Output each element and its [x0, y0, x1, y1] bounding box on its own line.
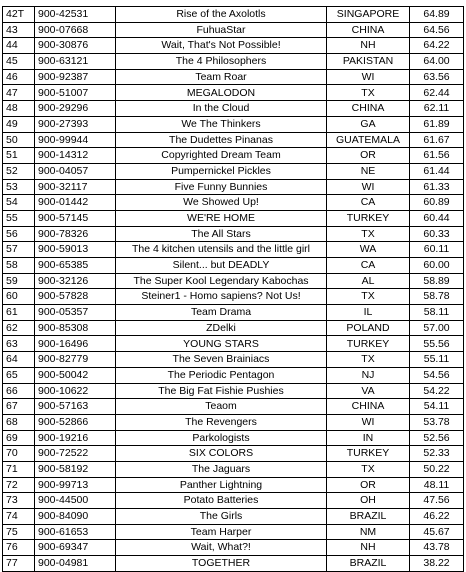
team-id-cell: 900-57828	[35, 289, 116, 305]
score-cell: 58.78	[410, 289, 464, 305]
rank-cell: 69	[3, 430, 35, 446]
team-name-cell: The Dudettes Pinanas	[116, 132, 327, 148]
table-row	[3, 305, 464, 321]
table-row	[3, 320, 464, 336]
team-name-cell: Team Drama	[116, 305, 327, 321]
team-id-cell: 900-99944	[35, 132, 116, 148]
rank-cell: 74	[3, 509, 35, 525]
location-cell: GUATEMALA	[327, 132, 410, 148]
location-cell: NH	[327, 540, 410, 556]
rank-cell: 52	[3, 163, 35, 179]
team-id-cell: 900-01442	[35, 195, 116, 211]
team-name-cell: The 4 kitchen utensils and the little girl	[116, 242, 327, 258]
score-cell: 52.56	[410, 430, 464, 446]
table-row	[3, 22, 464, 38]
rank-cell: 72	[3, 477, 35, 493]
location-cell: OH	[327, 493, 410, 509]
table-row	[3, 258, 464, 274]
rank-cell: 44	[3, 38, 35, 54]
team-id-cell: 900-16496	[35, 336, 116, 352]
rank-cell: 42T	[3, 7, 35, 23]
location-cell: CA	[327, 195, 410, 211]
team-id-cell: 900-50042	[35, 367, 116, 383]
table-row	[3, 38, 464, 54]
score-cell: 55.11	[410, 352, 464, 368]
score-cell: 61.56	[410, 148, 464, 164]
team-name-cell: We Showed Up!	[116, 195, 327, 211]
team-id-cell: 900-04981	[35, 556, 116, 572]
score-cell: 60.33	[410, 226, 464, 242]
team-name-cell: Silent... but DEADLY	[116, 258, 327, 274]
team-name-cell: Wait, That's Not Possible!	[116, 38, 327, 54]
location-cell: WI	[327, 179, 410, 195]
score-cell: 60.11	[410, 242, 464, 258]
location-cell: CHINA	[327, 101, 410, 117]
location-cell: GA	[327, 116, 410, 132]
team-id-cell: 900-29296	[35, 101, 116, 117]
score-cell: 53.78	[410, 414, 464, 430]
table-row	[3, 273, 464, 289]
location-cell: NH	[327, 38, 410, 54]
rank-cell: 46	[3, 69, 35, 85]
table-row	[3, 414, 464, 430]
location-cell: BRAZIL	[327, 509, 410, 525]
table-row	[3, 85, 464, 101]
team-name-cell: The Super Kool Legendary Kabochas	[116, 273, 327, 289]
location-cell: TX	[327, 461, 410, 477]
table-row	[3, 336, 464, 352]
score-cell: 60.89	[410, 195, 464, 211]
location-cell: BRAZIL	[327, 556, 410, 572]
score-cell: 50.22	[410, 461, 464, 477]
team-name-cell: Panther Lightning	[116, 477, 327, 493]
table-row	[3, 461, 464, 477]
rank-cell: 62	[3, 320, 35, 336]
team-name-cell: The Revengers	[116, 414, 327, 430]
location-cell: TX	[327, 85, 410, 101]
team-id-cell: 900-61653	[35, 524, 116, 540]
score-cell: 61.33	[410, 179, 464, 195]
table-row	[3, 210, 464, 226]
team-id-cell: 900-99713	[35, 477, 116, 493]
team-id-cell: 900-63121	[35, 54, 116, 70]
team-id-cell: 900-32117	[35, 179, 116, 195]
team-name-cell: Team Roar	[116, 69, 327, 85]
score-cell: 38.22	[410, 556, 464, 572]
location-cell: WI	[327, 69, 410, 85]
rank-cell: 58	[3, 258, 35, 274]
team-name-cell: Potato Batteries	[116, 493, 327, 509]
rank-cell: 57	[3, 242, 35, 258]
team-id-cell: 900-78326	[35, 226, 116, 242]
location-cell: NE	[327, 163, 410, 179]
team-id-cell: 900-57163	[35, 399, 116, 415]
table-row	[3, 446, 464, 462]
team-name-cell: YOUNG STARS	[116, 336, 327, 352]
team-id-cell: 900-27393	[35, 116, 116, 132]
rank-cell: 45	[3, 54, 35, 70]
location-cell: PAKISTAN	[327, 54, 410, 70]
team-id-cell: 900-30876	[35, 38, 116, 54]
rank-cell: 56	[3, 226, 35, 242]
rank-cell: 75	[3, 524, 35, 540]
team-name-cell: We The Thinkers	[116, 116, 327, 132]
team-id-cell: 900-65385	[35, 258, 116, 274]
location-cell: TURKEY	[327, 336, 410, 352]
score-cell: 55.56	[410, 336, 464, 352]
rank-cell: 67	[3, 399, 35, 415]
rank-cell: 54	[3, 195, 35, 211]
team-id-cell: 900-51007	[35, 85, 116, 101]
location-cell: NM	[327, 524, 410, 540]
table-row	[3, 399, 464, 415]
rank-cell: 71	[3, 461, 35, 477]
rank-cell: 55	[3, 210, 35, 226]
team-id-cell: 900-72522	[35, 446, 116, 462]
score-cell: 64.22	[410, 38, 464, 54]
team-id-cell: 900-44500	[35, 493, 116, 509]
team-name-cell: Parkologists	[116, 430, 327, 446]
location-cell: OR	[327, 148, 410, 164]
location-cell: OR	[327, 477, 410, 493]
score-cell: 61.44	[410, 163, 464, 179]
rank-cell: 60	[3, 289, 35, 305]
results-table-body	[3, 7, 464, 572]
location-cell: IN	[327, 430, 410, 446]
rank-cell: 68	[3, 414, 35, 430]
table-row	[3, 352, 464, 368]
team-id-cell: 900-14312	[35, 148, 116, 164]
table-row	[3, 493, 464, 509]
team-id-cell: 900-07668	[35, 22, 116, 38]
team-id-cell: 900-69347	[35, 540, 116, 556]
rank-cell: 53	[3, 179, 35, 195]
location-cell: SINGAPORE	[327, 7, 410, 23]
team-id-cell: 900-58192	[35, 461, 116, 477]
rank-cell: 49	[3, 116, 35, 132]
table-row	[3, 383, 464, 399]
team-id-cell: 900-57145	[35, 210, 116, 226]
table-row	[3, 116, 464, 132]
table-row	[3, 556, 464, 572]
team-name-cell: The 4 Philosophers	[116, 54, 327, 70]
table-row	[3, 195, 464, 211]
team-id-cell: 900-10622	[35, 383, 116, 399]
rank-cell: 59	[3, 273, 35, 289]
table-row	[3, 132, 464, 148]
table-row	[3, 69, 464, 85]
location-cell: WA	[327, 242, 410, 258]
team-id-cell: 900-32126	[35, 273, 116, 289]
location-cell: WI	[327, 414, 410, 430]
score-cell: 60.00	[410, 258, 464, 274]
score-cell: 47.56	[410, 493, 464, 509]
table-row	[3, 477, 464, 493]
team-id-cell: 900-84090	[35, 509, 116, 525]
score-cell: 45.67	[410, 524, 464, 540]
team-name-cell: ZDelki	[116, 320, 327, 336]
location-cell: POLAND	[327, 320, 410, 336]
score-cell: 54.22	[410, 383, 464, 399]
table-row	[3, 179, 464, 195]
rank-cell: 73	[3, 493, 35, 509]
rank-cell: 47	[3, 85, 35, 101]
table-row	[3, 242, 464, 258]
rank-cell: 51	[3, 148, 35, 164]
team-id-cell: 900-52866	[35, 414, 116, 430]
score-cell: 60.44	[410, 210, 464, 226]
rank-cell: 77	[3, 556, 35, 572]
location-cell: TURKEY	[327, 210, 410, 226]
table-row	[3, 289, 464, 305]
table-row	[3, 101, 464, 117]
rank-cell: 66	[3, 383, 35, 399]
location-cell: TURKEY	[327, 446, 410, 462]
location-cell: TX	[327, 352, 410, 368]
table-row	[3, 7, 464, 23]
table-row	[3, 163, 464, 179]
team-id-cell: 900-42531	[35, 7, 116, 23]
team-id-cell: 900-82779	[35, 352, 116, 368]
score-cell: 46.22	[410, 509, 464, 525]
team-id-cell: 900-85308	[35, 320, 116, 336]
team-id-cell: 900-59013	[35, 242, 116, 258]
location-cell: TX	[327, 226, 410, 242]
rank-cell: 61	[3, 305, 35, 321]
team-name-cell: WE'RE HOME	[116, 210, 327, 226]
score-cell: 58.89	[410, 273, 464, 289]
team-name-cell: Steiner1 - Homo sapiens? Not Us!	[116, 289, 327, 305]
location-cell: CHINA	[327, 399, 410, 415]
rank-cell: 48	[3, 101, 35, 117]
table-row	[3, 148, 464, 164]
score-cell: 64.00	[410, 54, 464, 70]
team-name-cell: The Jaguars	[116, 461, 327, 477]
score-cell: 43.78	[410, 540, 464, 556]
rank-cell: 65	[3, 367, 35, 383]
score-cell: 52.33	[410, 446, 464, 462]
team-id-cell: 900-92387	[35, 69, 116, 85]
team-name-cell: FuhuaStar	[116, 22, 327, 38]
team-name-cell: The Periodic Pentagon	[116, 367, 327, 383]
location-cell: CHINA	[327, 22, 410, 38]
score-cell: 54.11	[410, 399, 464, 415]
rank-cell: 64	[3, 352, 35, 368]
rank-cell: 50	[3, 132, 35, 148]
team-name-cell: SIX COLORS	[116, 446, 327, 462]
rank-cell: 43	[3, 22, 35, 38]
team-id-cell: 900-05357	[35, 305, 116, 321]
score-cell: 58.11	[410, 305, 464, 321]
location-cell: TX	[327, 289, 410, 305]
team-name-cell: Teaom	[116, 399, 327, 415]
team-name-cell: The Big Fat Fishie Pushies	[116, 383, 327, 399]
table-row	[3, 509, 464, 525]
team-name-cell: The Girls	[116, 509, 327, 525]
location-cell: CA	[327, 258, 410, 274]
team-name-cell: TOGETHER	[116, 556, 327, 572]
team-name-cell: Wait, What?!	[116, 540, 327, 556]
team-name-cell: Pumpernickel Pickles	[116, 163, 327, 179]
team-name-cell: MEGALODON	[116, 85, 327, 101]
location-cell: NJ	[327, 367, 410, 383]
rank-cell: 70	[3, 446, 35, 462]
score-cell: 57.00	[410, 320, 464, 336]
table-row	[3, 540, 464, 556]
score-cell: 63.56	[410, 69, 464, 85]
score-cell: 62.44	[410, 85, 464, 101]
rank-cell: 76	[3, 540, 35, 556]
team-name-cell: The All Stars	[116, 226, 327, 242]
team-name-cell: Five Funny Bunnies	[116, 179, 327, 195]
team-name-cell: The Seven Brainiacs	[116, 352, 327, 368]
table-row	[3, 524, 464, 540]
score-cell: 64.56	[410, 22, 464, 38]
table-row	[3, 430, 464, 446]
team-id-cell: 900-19216	[35, 430, 116, 446]
location-cell: AL	[327, 273, 410, 289]
team-id-cell: 900-04057	[35, 163, 116, 179]
score-cell: 62.11	[410, 101, 464, 117]
team-name-cell: Rise of the Axolotls	[116, 7, 327, 23]
score-cell: 61.67	[410, 132, 464, 148]
table-row	[3, 367, 464, 383]
team-name-cell: Team Harper	[116, 524, 327, 540]
team-name-cell: In the Cloud	[116, 101, 327, 117]
score-cell: 48.11	[410, 477, 464, 493]
location-cell: IL	[327, 305, 410, 321]
score-cell: 54.56	[410, 367, 464, 383]
table-row	[3, 226, 464, 242]
team-name-cell: Copyrighted Dream Team	[116, 148, 327, 164]
score-cell: 61.89	[410, 116, 464, 132]
table-row	[3, 54, 464, 70]
results-table	[2, 6, 464, 572]
score-cell: 64.89	[410, 7, 464, 23]
rank-cell: 63	[3, 336, 35, 352]
location-cell: VA	[327, 383, 410, 399]
